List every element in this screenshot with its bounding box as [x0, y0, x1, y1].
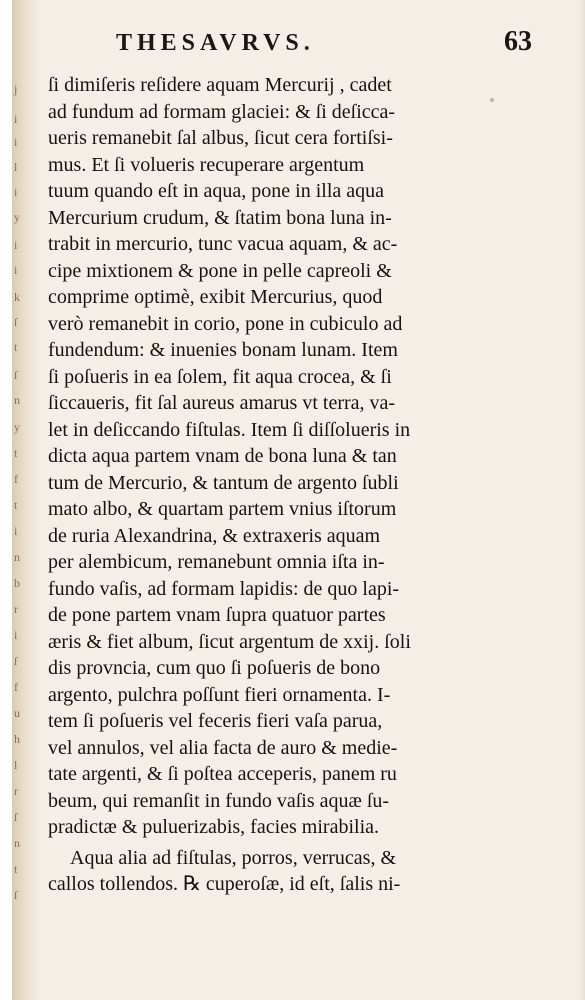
- text-line: verò remanebit in corio, pone in cubiculo ad: [48, 312, 403, 335]
- text-line: mato albo, & quartam partem vnius iſtorum: [48, 498, 397, 520]
- gutter-mark: i: [14, 135, 18, 149]
- gutter-mark: u: [14, 706, 20, 720]
- gutter-mark: t: [14, 446, 18, 460]
- gutter-mark: i: [14, 263, 18, 277]
- gutter-mark: b: [14, 576, 20, 590]
- gutter-mark: i: [14, 524, 18, 538]
- gutter-mark: t: [14, 498, 18, 512]
- gutter-mark: i: [14, 628, 18, 642]
- text-line: tem ſi poſueris vel feceris fieri vaſa parua,: [48, 710, 383, 732]
- gutter-mark: n: [14, 836, 20, 850]
- text-line: ſiccaueris, fit ſal aureus amarus vt terra, va-: [48, 392, 396, 414]
- gutter-mark: l: [14, 160, 18, 174]
- text-line: de ruria Alexandrina, & extraxeris aquam: [48, 524, 381, 547]
- text-line: ueris remanebit ſal albus, ſicut cera fortiſsi-: [48, 127, 393, 149]
- text-line: tuum quando eſt in aqua, pone in illa aqua: [48, 180, 385, 202]
- text-line: per alembicum, remanebunt omnia iſta in-: [48, 551, 385, 573]
- text-line: dis provncia, cum quo ſi poſueris de bono: [48, 657, 381, 679]
- text-line: trabit in mercurio, tunc vacua aquam, & ac-: [48, 233, 398, 255]
- gutter-mark: i: [14, 112, 18, 126]
- text-line: ſi dimiſeris reſidere aquam Mercurij , cadet: [48, 74, 392, 96]
- gutter-mark: n: [14, 550, 20, 564]
- gutter-edge: [12, 0, 40, 1000]
- text-line: tum de Mercurio, & tantum de argento ſubli: [48, 471, 399, 494]
- gutter-mark: r: [14, 784, 18, 798]
- gutter-mark: h: [14, 732, 20, 746]
- text-line: fundo vaſis, ad formam lapidis: de quo lapi-: [48, 577, 400, 600]
- gutter-mark: j: [14, 82, 18, 96]
- text-line: tate argenti, & ſi poſtea acceperis, panem ru: [48, 763, 397, 785]
- text-line: ſi poſueris in ea ſolem, fit aqua crocea, & ſi: [48, 365, 392, 388]
- gutter-mark: i: [14, 185, 18, 199]
- gutter-mark: ſ: [14, 888, 18, 902]
- gutter-mark: n: [14, 393, 20, 407]
- gutter-mark: k: [14, 290, 20, 304]
- gutter-mark: ſ: [14, 315, 18, 329]
- text-line: pradictæ & puluerizabis, facies mirabilia.: [48, 816, 379, 838]
- text-line: dicta aqua partem vnam de bona luna & tan: [48, 445, 397, 467]
- running-title: THESAVRVS.: [116, 30, 315, 56]
- paper-spot: [490, 98, 494, 102]
- page-number: 63: [504, 26, 532, 57]
- gutter-mark: i: [14, 238, 18, 252]
- text-line: de pone partem vnam ſupra quatuor partes: [48, 604, 386, 626]
- text-line: æris & fiet album, ſicut argentum de xxij. ſoli: [48, 630, 411, 653]
- gutter-mark: ſ: [14, 810, 18, 824]
- text-line: cipe mixtionem & pone in pelle capreoli &: [48, 259, 392, 282]
- text-line: vel annulos, vel alia facta de auro & medie-: [48, 736, 398, 759]
- gutter-mark: y: [14, 210, 20, 224]
- gutter-mark: f: [14, 472, 18, 486]
- text-line: fundendum: & inuenies bonam lunam. Item: [48, 339, 398, 361]
- text-line: Mercurium crudum, & ſtatim bona luna in-: [48, 206, 392, 229]
- gutter-mark: ſ: [14, 654, 18, 668]
- text-line: argento, pulchra poſſunt fieri ornamenta. I-: [48, 683, 391, 706]
- gutter-mark: r: [14, 602, 18, 616]
- text-line: ad fundum ad formam glaciei: & ſi deſicca-: [48, 100, 396, 123]
- text-line: beum, qui remanſit in fundo vaſis aquæ ſu-: [48, 789, 390, 812]
- gutter-mark: l: [14, 758, 18, 772]
- gutter-mark: y: [14, 420, 20, 434]
- text-line: let in deſiccando fiſtulas. Item ſi diſſolueris in: [48, 418, 411, 441]
- page-header: [12, 22, 585, 62]
- gutter-mark: t: [14, 862, 18, 876]
- gutter-mark: f: [14, 680, 18, 694]
- text-line: callos tollendos. ℞ cuperoſæ, id eſt, ſalis ni-: [48, 873, 401, 895]
- main-text-block: [48, 72, 478, 898]
- gutter-mark: t: [14, 340, 18, 354]
- section-heading-line: Aqua alia ad fiſtulas, porros, verrucas, &: [70, 846, 397, 869]
- text-line: mus. Et ſi volueris recuperare argentum: [48, 153, 365, 176]
- gutter-mark: ſ: [14, 368, 18, 382]
- book-page: [12, 0, 585, 1000]
- page-edge-shadow: [579, 0, 585, 1000]
- text-line: comprime optimè, exibit Mercurius, quod: [48, 286, 383, 308]
